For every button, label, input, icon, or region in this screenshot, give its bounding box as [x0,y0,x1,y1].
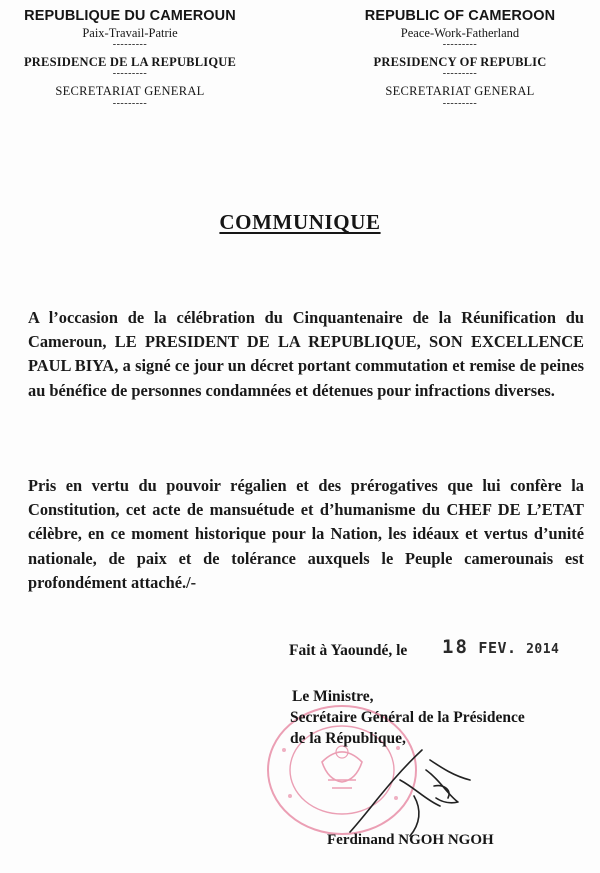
signatory-title-2: Secrétaire Général de la Présidence [290,709,525,726]
header-secretariat-fr: SECRETARIAT GENERAL [55,84,205,99]
body-paragraph-1: A l’occasion de la célébration du Cinquantenaire de la Réunification du Cameroun, LE PRESIDENT DE LA REPUBLIQUE, SON EXCELLENCE PAUL BIYA, a signé ce jour un décret portant commutation et remise de peines au bénéfice de personnes condamnées et détenues pour infractions diverses. [28,308,584,400]
header-motto-en: Peace-Work-Fatherland [400,25,520,40]
header-left-french [0,8,260,110]
header-separator: --------- [442,97,478,109]
header-country-en: REPUBLIC OF CAMEROON [364,8,556,24]
document-title: COMMUNIQUE [219,210,381,234]
signer-name: Ferdinand NGOH NGOH [327,832,494,848]
header-separator: --------- [112,68,148,80]
header-presidency-en: PRESIDENCY OF REPUBLIC [373,55,547,70]
header-presidency-fr: PRESIDENCE DE LA REPUBLIQUE [23,55,237,70]
date-day: 18 [442,636,469,658]
date-stamp [442,636,559,658]
header-country-fr: REPUBLIQUE DU CAMEROUN [24,8,236,24]
header-motto-fr: Paix-Travail-Patrie [82,25,178,40]
header-secretariat-en: SECRETARIAT GENERAL [385,84,535,99]
signatory-title-3: de la République, [290,730,406,747]
date-month: FEV. [478,639,517,657]
header-separator: --------- [442,68,478,80]
header-separator: --------- [112,97,148,109]
header-separator: --------- [112,39,148,51]
place-line: Fait à Yaoundé, le [289,642,408,659]
signatory-title-1: Le Ministre, [292,688,374,705]
header-right-english [330,8,590,110]
date-year: 2014 [526,642,560,657]
header-separator: --------- [442,39,478,51]
body-paragraph-2: Pris en vertu du pouvoir régalien et des prérogatives que lui confère la Constitution, cet acte de mansuétude et d’humanisme du CHEF DE L’ETAT célèbre, en ce moment historique pour la Nation, les idéaux et vertus d’unité nationale, de paix et de tolérance auxquels le Peuple camerounais est profondément attaché./- [28,476,584,592]
